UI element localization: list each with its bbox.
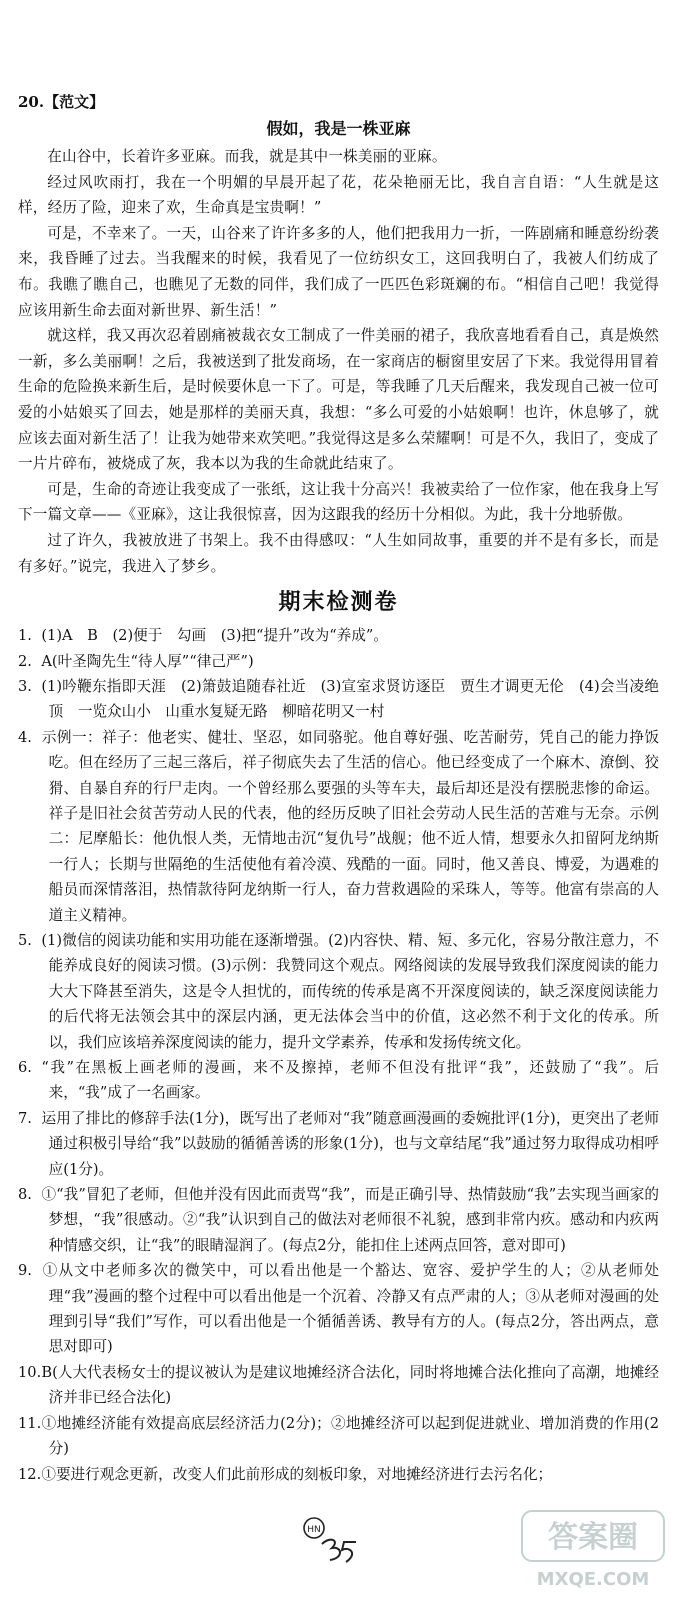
answer-text: 运用了排比的修辞手法(1分)，既写出了老师对“我”随意画漫画的委婉批评(1分)，更突出了老师通过积极引导给“我”以鼓励的循循善诱的形象(1分)，也与文章结尾“我”通过努力取得成功相呼应(1分)。 [41, 1109, 659, 1178]
answer-item [18, 725, 659, 928]
essay-paragraph: 就这样，我又再次忍着剧痛被裁衣女工制成了一件美丽的裙子，我欣喜地看看自己，真是焕然一新，多么美丽啊！之后，我被送到了批发商场，在一家商店的橱窗里安居了下来。我觉得用冒着生命的危险换来新生后，是时候要休息一下了。可是，等我睡了几天后醒来，我发现自己被一位可爱的小姑娘买了回去，她是那样的美丽天真，我想：“多么可爱的小姑娘啊！也许，休息够了，就应该去面对新生活了！让我为她带来欢笑吧。”我觉得这是多么荣耀啊！可是不久，我旧了，变成了一片片碎布，被烧成了灰，我本以为我的生命就此结束了。 [18, 327, 659, 473]
answer-item [18, 1182, 659, 1258]
svg-text:MXQE.COM: MXQE.COM [536, 1569, 650, 1590]
answer-text: B(人大代表杨女士的提议被认为是建议地摊经济合法化，同时将地摊合法化推向了高潮，地摊经济并非已经合法化) [41, 1363, 659, 1407]
answer-text: (1)A B (2)便于 勾画 (3)把“提升”改为“养成”。 [41, 627, 388, 645]
answer-text: A(叶圣陶先生“待人厚”“律己严”) [41, 652, 254, 670]
answer-item [18, 649, 659, 674]
answer-item [18, 1360, 659, 1411]
answer-number: 10. [18, 1363, 42, 1381]
answer-number: 3. [18, 677, 32, 695]
answer-text: ①要进行观念更新，改变人们此前形成的刻板印象，对地摊经济进行去污名化； [41, 1465, 553, 1483]
essay-paragraph: 可是，生命的奇迹让我变成了一张纸，这让我十分高兴！我被卖给了一位作家，他在我身上写下一篇文章——《亚麻》，这让我很惊喜，因为这跟我的经历十分相似。为此，我十分地骄傲。 [18, 480, 659, 524]
answer-text: 示例一：祥子：他老实、健壮、坚忍，如同骆驼。他自尊好强、吃苦耐劳，凭自己的能力挣饭吃。但在经历了三起三落后，祥子彻底失去了生活的信心。他已经变成了一个麻木、潦倒、狡猾、自暴自弃的行尸走肉。一个曾经那么要强的头等车夫，最后却还是没有摆脱悲惨的命运。祥子是旧社会贫苦劳动人民的代表，他的经历反映了旧社会劳动人民生活的苦难与无奈。示例二：尼摩船长：他仇恨人类，无情地击沉“复仇号”战舰；他不近人情，想要永久扣留阿龙纳斯一行人；长期与世隔绝的生活使他有着冷漠、残酷的一面。同时，他又善良、博爱，为遇难的船员而深情落泪，热情款待阿龙纳斯一行人，奋力营救遇险的采珠人，等等。他富有崇高的人道主义精神。 [41, 728, 659, 924]
answer-item [18, 1462, 659, 1487]
answer-number: 7. [18, 1109, 32, 1127]
essay-paragraph: 在山谷中，长着许多亚麻。而我，就是其中一株美丽的亚麻。 [47, 148, 447, 165]
answer-number: 11. [18, 1414, 42, 1432]
answer-number: 1. [18, 627, 32, 645]
watermark-logo [518, 1505, 668, 1593]
handwritten-page-mark [300, 1512, 360, 1570]
answer-number: 5. [18, 931, 32, 949]
essay-body [18, 144, 659, 579]
answer-text: (1)微信的阅读功能和实用功能在逐渐增强。(2)内容快、精、短、多元化，容易分散注意力，不能养成良好的阅读习惯。(3)示例：我赞同这个观点。网络阅读的发展导致我们深度阅读的能力大大下降甚至消失，这是令人担忧的，而传统的传承是离不开深度阅读的，缺乏深度阅读能力的后代将无法领会其中的深层内涵，更无法体会当中的价值，这必然不利于文化的传承。所以，我们应该培养深度阅读的能力，提升文学素养，传承和发扬传统文化。 [41, 931, 659, 1051]
answer-text: ①从文中老师多次的微笑中，可以看出他是一个豁达、宽容、爱护学生的人；②从老师处理“我”漫画的整个过程中可以看出他是一个沉着、冷静又有点严肃的人；③从老师对漫画的处理到引导“我们”写作，可以看出他是一个循循善诱、教导有方的人。(每点2分，答出两点，意思对即可) [41, 1262, 659, 1356]
essay-paragraph: 可是，不幸来了。一天，山谷来了许许多多的人，他们把我用力一折，一阵剧痛和睡意纷纷袭来，我昏睡了过去。当我醒来的时候，我看见了一位纺织女工，这回我明白了，我被人们纺成了布。我瞧了瞧自己，也瞧见了无数的同伴，我们成了一匹匹色彩斑斓的布。“相信自己吧！我觉得应该用新生命去面对新世界、新生活！” [18, 224, 659, 319]
answer-number: 12. [18, 1465, 42, 1483]
answer-number: 9. [18, 1262, 32, 1280]
answer-text: (1)吟鞭东指即天涯 (2)箫鼓追随春社近 (3)宣室求贤访逐臣 贾生才调更无伦 (4)会当凌绝顶 一览众山小 山重水复疑无路 柳暗花明又一村 [41, 677, 659, 721]
answer-number: 4. [18, 728, 32, 746]
essay-title: 假如，我是一株亚麻 [266, 119, 411, 138]
answer-number: 2. [18, 652, 32, 670]
essay-label: 20.【范文】 [18, 93, 105, 111]
essay-paragraph: 过了许久，我被放进了书架上。我不由得感叹：“人生如同故事，重要的并不是有多长，而是有多好。”说完，我进入了梦乡。 [18, 531, 659, 575]
answer-text: “我”在黑板上画老师的漫画，来不及擦掉，老师不但没有批评“我”，还鼓励了“我”。后来，“我”成了一名画家。 [41, 1059, 659, 1102]
answer-item [18, 928, 659, 1055]
answer-text: ①“我”冒犯了老师，但他并没有因此而责骂“我”，而是正确引导、热情鼓励“我”去实现当画家的梦想，“我”很感动。②“我”认识到自己的做法对老师很不礼貌，感到非常内疚。感动和内疚两种情感交织，让“我”的眼睛湿润了。(每点2分，能扣住上述两点回答，意对即可) [41, 1186, 659, 1254]
answer-number: 8. [18, 1186, 32, 1204]
answer-item [18, 674, 659, 725]
essay-paragraph: 经过风吹雨打，我在一个明媚的早晨开起了花，花朵艳丽无比，我自言自语：“人生就是这样，经历了险，迎来了欢，生命真是宝贵啊！” [18, 173, 659, 217]
answer-text: ①地摊经济能有效提高底层经济活力(2分)；②地摊经济可以起到促进就业、增加消费的作用(2分) [41, 1414, 659, 1458]
svg-text:答案圈: 答案圈 [548, 1520, 638, 1555]
answer-item [18, 1258, 659, 1360]
answer-list [18, 623, 659, 1487]
answer-number: 6. [18, 1059, 32, 1076]
answer-item [18, 1411, 659, 1462]
answer-item [18, 1106, 659, 1182]
svg-text:HN: HN [307, 1525, 321, 1535]
answer-item [18, 623, 659, 648]
answer-item [18, 1055, 659, 1106]
section-title: 期末检测卷 [278, 589, 399, 616]
